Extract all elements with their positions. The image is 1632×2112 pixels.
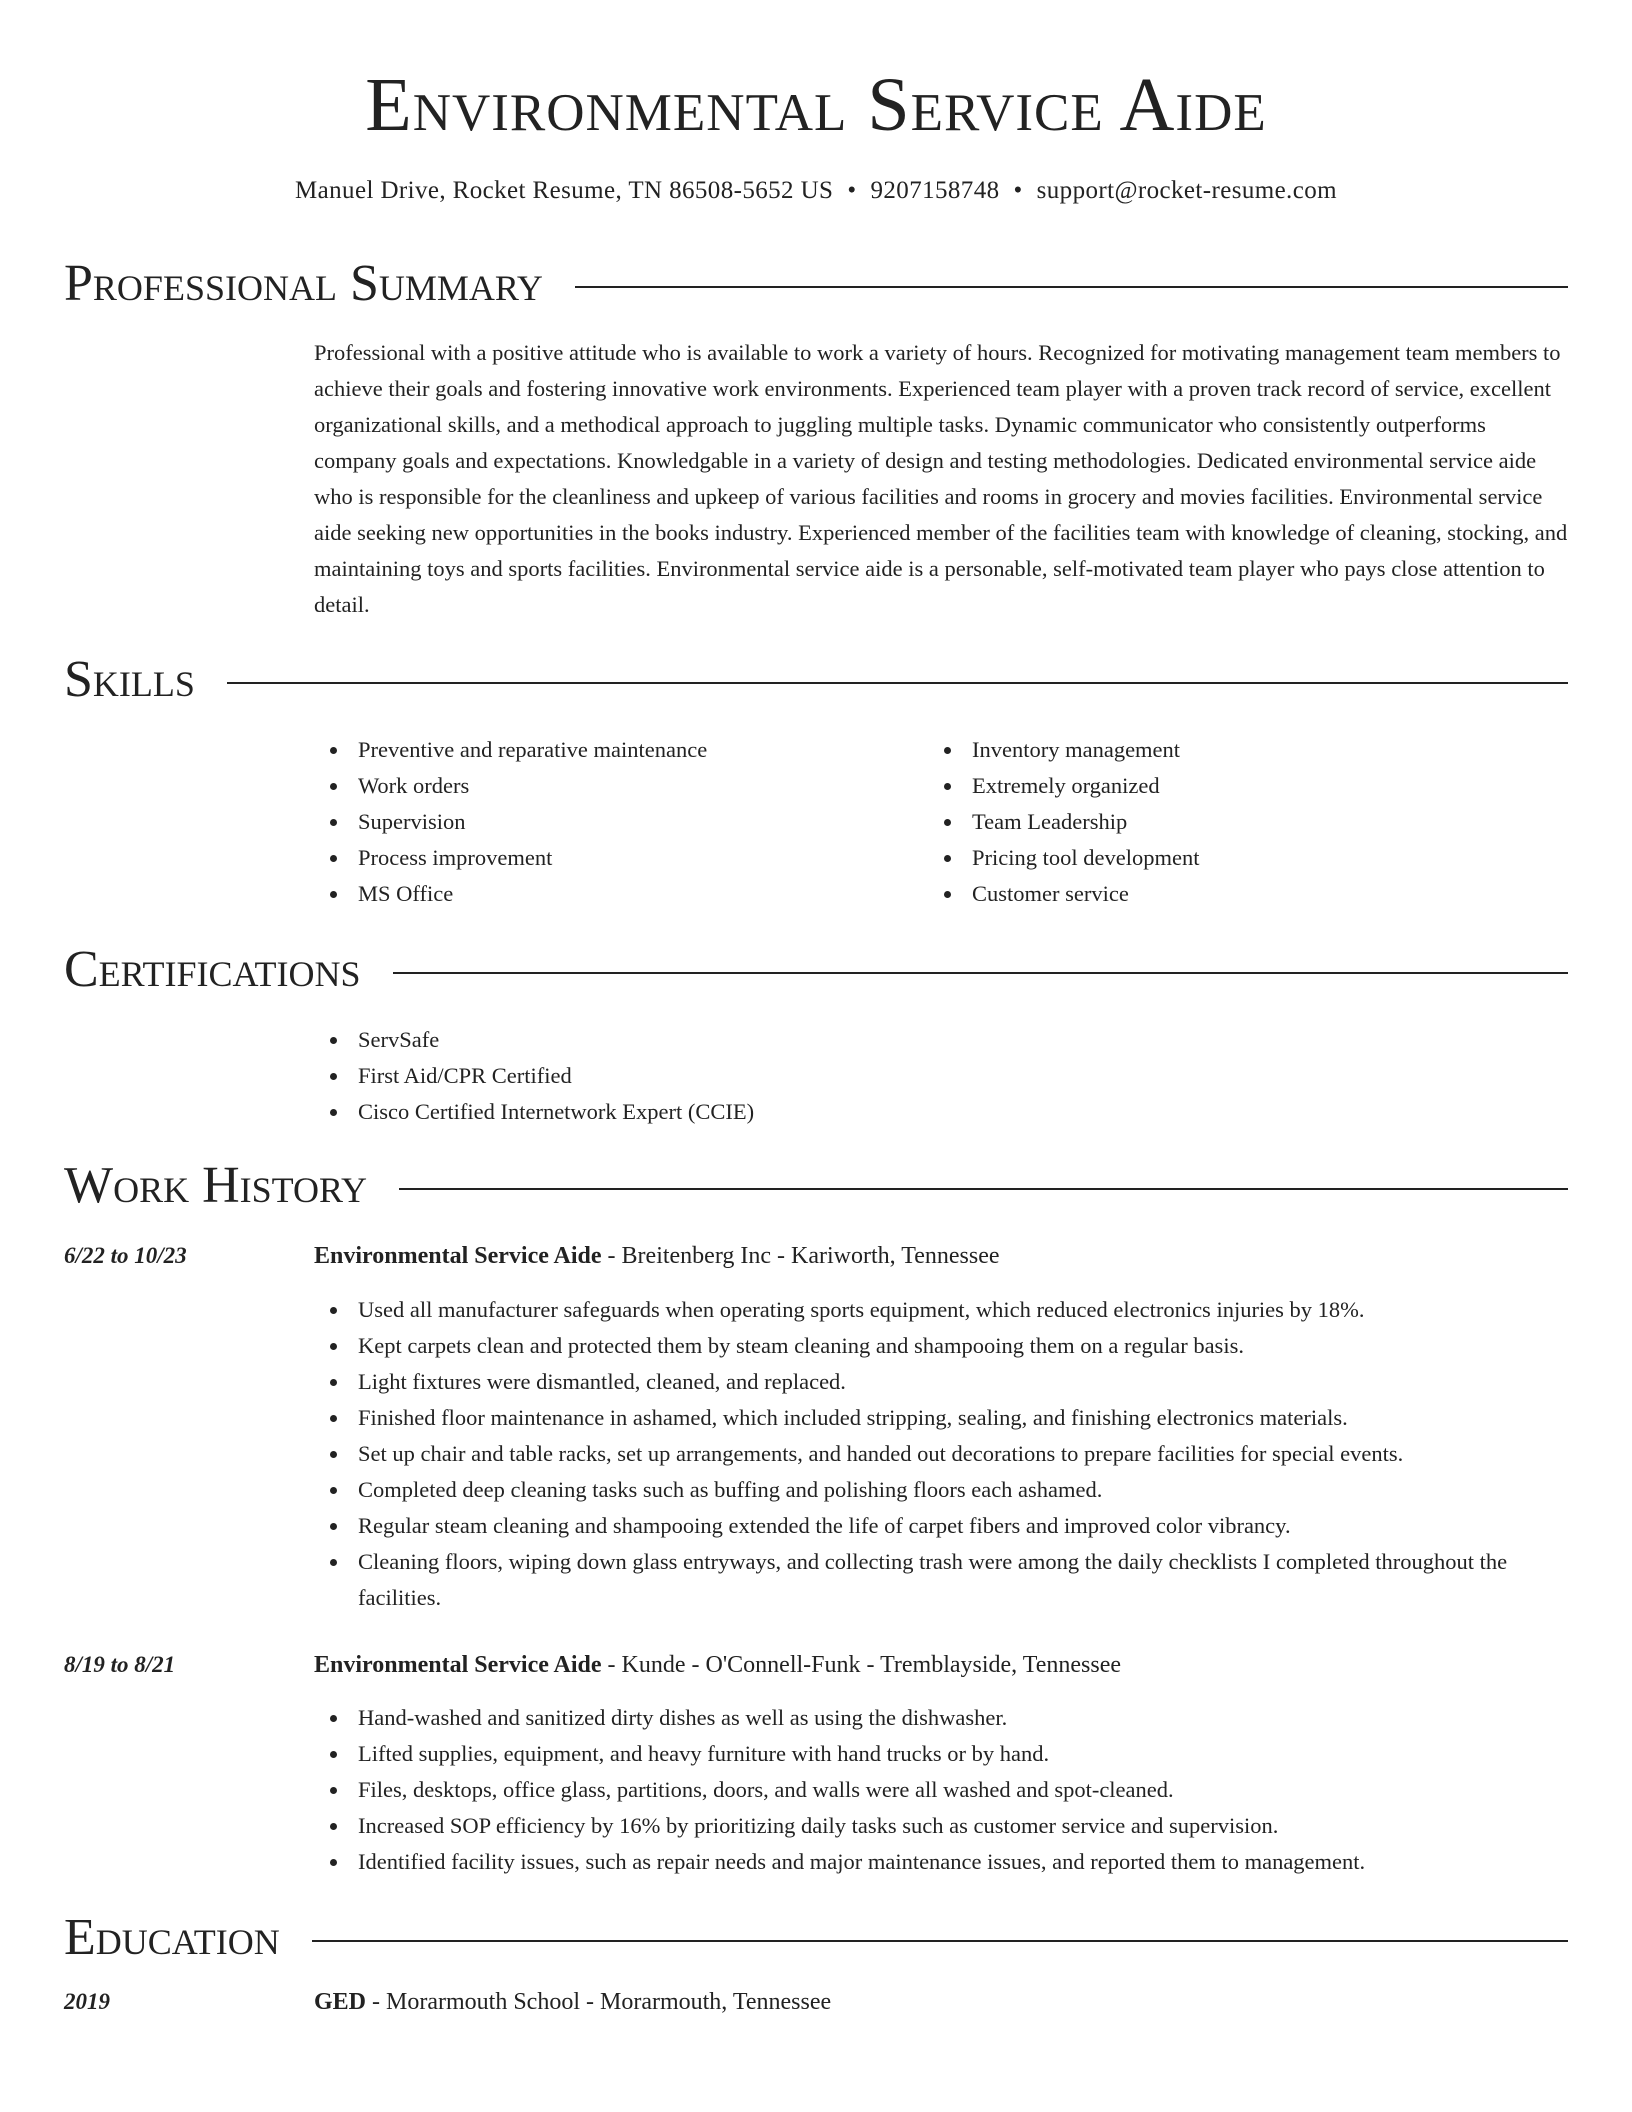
education-degree: GED [314, 1989, 367, 2015]
skill-item: Preventive and reparative maintenance [314, 732, 914, 768]
work-history-section-header [64, 1154, 1568, 1218]
job-duty-item: Regular steam cleaning and shampooing extended the life of carpet fibers and improved color vibrancy. [314, 1508, 1568, 1544]
job-duty-item: Identified facility issues, such as repair needs and major maintenance issues, and reported them to management. [314, 1844, 1568, 1880]
job-duties-wrapper [314, 1292, 1568, 1616]
job-duties-list [314, 1700, 1568, 1880]
summary-section-header [64, 252, 1568, 316]
section-title-work-history: Work History [64, 1157, 368, 1214]
skill-item: MS Office [314, 876, 914, 912]
skill-item: Inventory management [928, 732, 1528, 768]
certifications-list [314, 1022, 1568, 1130]
skill-item: Team Leadership [928, 804, 1528, 840]
section-divider [227, 682, 1568, 684]
job-heading [314, 1647, 1568, 1683]
section-title-skills: Skills [64, 651, 195, 708]
certifications-list-wrapper [314, 1022, 1568, 1130]
job-heading [314, 1238, 1568, 1274]
skill-item: Pricing tool development [928, 840, 1528, 876]
contact-phone: 9207158748 [870, 177, 1000, 204]
job-role: Environmental Service Aide [314, 1243, 602, 1269]
job-duty-item: Light fixtures were dismantled, cleaned, and replaced. [314, 1364, 1568, 1400]
contact-line [64, 174, 1568, 208]
summary-text: Professional with a positive attitude who is available to work a variety of hours. Recognized for motivating management team members to achieve their goals and fostering innovative work environments. Experienced team player with a proven track record of service, excellent organizational skills, and a methodical approach to juggling multiple tasks. Dynamic communicator who consistently outperforms company goals and expectations. Knowledgable in a variety of design and testing methodologies. Dedicated environmental service aide who is responsible for the cleanliness and upkeep of various facilities and rooms in grocery and movies facilities. Environmental service aide seeking new opportunities in the books industry. Experienced member of the facilities team with knowledge of cleaning, stocking, and maintaining toys and sports facilities. Environmental service aide is a personable, self-motivated team player who pays close attention to detail. [314, 340, 1568, 617]
education-heading [314, 1984, 1568, 2020]
education-school-location: - Morarmouth School - Morarmouth, Tennessee [366, 1989, 832, 2015]
job-duty-item: Files, desktops, office glass, partitions, doors, and walls were all washed and spot-cleaned. [314, 1772, 1568, 1808]
job-duty-item: Lifted supplies, equipment, and heavy furniture with hand trucks or by hand. [314, 1736, 1568, 1772]
job-dates: 8/19 to 8/21 [64, 1652, 176, 1677]
contact-separator: • [1013, 177, 1023, 204]
section-title-certifications: Certifications [64, 941, 361, 998]
job-dates: 6/22 to 10/23 [64, 1243, 187, 1268]
skill-item: Extremely organized [928, 768, 1528, 804]
section-title-summary: Professional Summary [64, 255, 543, 312]
skills-column-left [314, 732, 914, 912]
job-duty-item: Kept carpets clean and protected them by steam cleaning and shampooing them on a regular basis. [314, 1328, 1568, 1364]
skill-item: Work orders [314, 768, 914, 804]
skills-column-right [928, 732, 1528, 912]
contact-address: Manuel Drive, Rocket Resume, TN 86508-5652 US [295, 177, 834, 204]
job-duties-wrapper [314, 1700, 1568, 1880]
job-employer-location: - Kunde - O'Connell-Funk - Tremblayside, Tennessee [601, 1652, 1122, 1678]
section-divider [312, 1940, 1568, 1942]
candidate-name: Environmental Service Aide [365, 63, 1267, 147]
contact-email: support@rocket-resume.com [1036, 177, 1337, 204]
education-section-header [64, 1906, 1568, 1970]
skills-list-right [928, 732, 1528, 912]
job-duty-item: Increased SOP efficiency by 16% by prioritizing daily tasks such as customer service and supervision. [314, 1808, 1568, 1844]
education-year: 2019 [64, 1989, 110, 2014]
section-title-education: Education [64, 1909, 280, 1966]
job-duty-item: Completed deep cleaning tasks such as buffing and polishing floors each ashamed. [314, 1472, 1568, 1508]
job-duties-list [314, 1292, 1568, 1616]
skills-list-left [314, 732, 914, 912]
skill-item: Customer service [928, 876, 1528, 912]
section-divider [575, 286, 1568, 288]
section-divider [399, 1188, 1568, 1190]
job-duty-item: Used all manufacturer safeguards when operating sports equipment, which reduced electronics injuries by 18%. [314, 1292, 1568, 1328]
job-employer-location: - Breitenberg Inc - Kariworth, Tennessee [601, 1243, 1000, 1269]
contact-separator: • [847, 177, 857, 204]
job-duty-item: Cleaning floors, wiping down glass entryways, and collecting trash were among the daily checklists I completed throughout the facilities. [314, 1544, 1568, 1616]
section-divider [393, 972, 1568, 974]
skill-item: Supervision [314, 804, 914, 840]
skill-item: Process improvement [314, 840, 914, 876]
job-duty-item: Hand-washed and sanitized dirty dishes as well as using the dishwasher. [314, 1700, 1568, 1736]
job-role: Environmental Service Aide [314, 1652, 602, 1678]
certification-item: Cisco Certified Internetwork Expert (CCIE) [314, 1094, 1568, 1130]
job-duty-item: Set up chair and table racks, set up arrangements, and handed out decorations to prepare facilities for special events. [314, 1436, 1568, 1472]
certification-item: First Aid/CPR Certified [314, 1058, 1568, 1094]
certification-item: ServSafe [314, 1022, 1568, 1058]
skills-section-header [64, 648, 1568, 712]
job-duty-item: Finished floor maintenance in ashamed, which included stripping, sealing, and finishing electronics materials. [314, 1400, 1568, 1436]
certifications-section-header [64, 938, 1568, 1002]
